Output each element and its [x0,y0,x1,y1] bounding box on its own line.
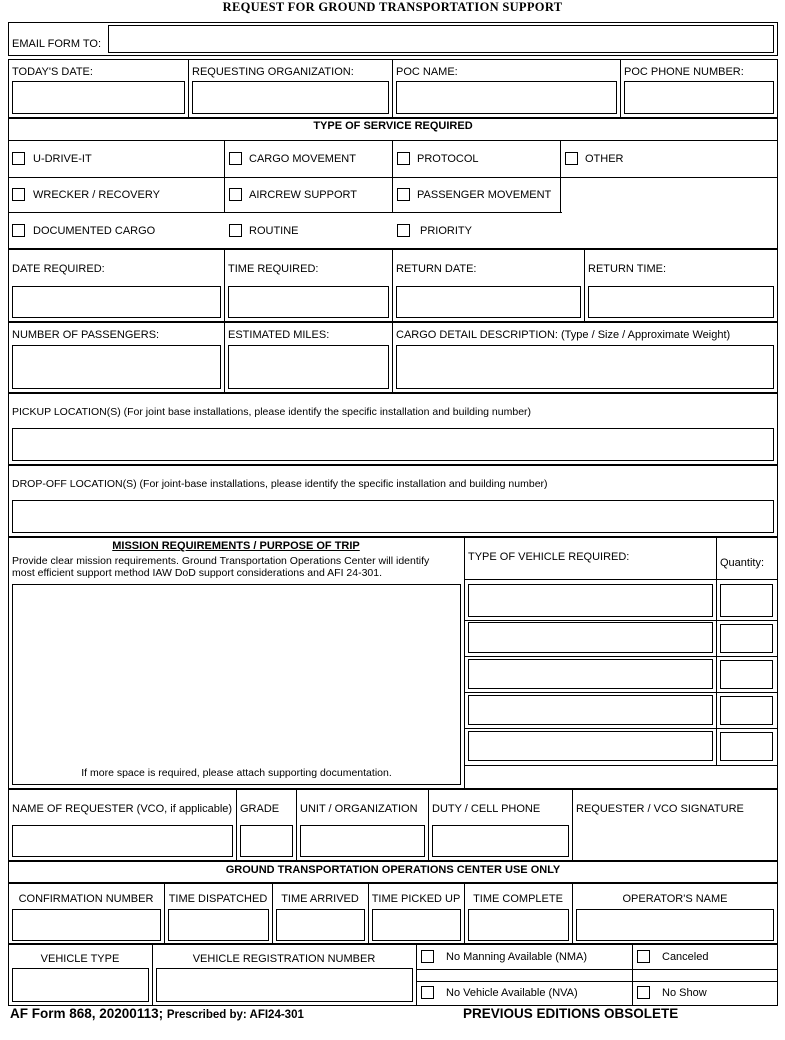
divider [8,177,778,178]
vehicle-type-gtoc-field[interactable] [12,968,149,1002]
complete-field[interactable] [468,909,569,941]
vehicle-type-gtoc-label: VEHICLE TYPE [40,953,120,965]
form-number: AF Form 868, 20200113; [10,1006,164,1021]
poc-phone-field[interactable] [624,81,774,114]
requesting-org-field[interactable] [192,81,389,114]
picked-up-label: TIME PICKED UP [371,893,461,905]
vehicle-type-field-4[interactable] [468,695,713,725]
time-required-field[interactable] [228,286,389,318]
duty-phone-label: DUTY / CELL PHONE [432,803,541,815]
duty-phone-field[interactable] [432,825,569,857]
quantity-field-4[interactable] [720,696,773,725]
protocol-label: PROTOCOL [417,153,479,165]
passengers-label: NUMBER OF PASSENGERS: [12,329,160,341]
operator-label: OPERATOR'S NAME [622,893,728,905]
passenger-movement-label: PASSENGER MOVEMENT [417,189,552,201]
wrecker-checkbox[interactable] [12,188,25,201]
divider [224,322,225,393]
aircrew-support-label: AIRCREW SUPPORT [249,189,357,201]
todays-date-label: TODAY'S DATE: [12,66,93,78]
passenger-movement-checkbox[interactable] [397,188,410,201]
vehicle-type-field-3[interactable] [468,659,713,689]
divider [224,140,225,213]
nva-checkbox[interactable] [421,986,434,999]
divider [416,981,778,982]
confirmation-field[interactable] [12,909,161,941]
nva-label: No Vehicle Available (NVA) [446,987,578,999]
date-required-label: DATE REQUIRED: [12,263,105,275]
wrecker-label: WRECKER / RECOVERY [33,189,160,201]
return-date-field[interactable] [396,286,581,318]
service-header: TYPE OF SERVICE REQUIRED [313,120,473,132]
priority-checkbox[interactable] [397,224,410,237]
other-label: OTHER [585,153,624,165]
nma-checkbox[interactable] [421,950,434,963]
divider [464,765,778,766]
routine-checkbox[interactable] [229,224,242,237]
divider [392,322,393,393]
divider [584,249,585,322]
poc-name-label: POC NAME: [396,66,458,78]
protocol-checkbox[interactable] [397,152,410,165]
divider [416,969,778,970]
return-date-label: RETURN DATE: [396,263,477,275]
picked-up-field[interactable] [372,909,461,941]
operator-field[interactable] [576,909,774,941]
divider [464,692,778,693]
cargo-detail-field[interactable] [396,345,774,389]
nma-label: No Manning Available (NMA) [446,951,588,963]
quantity-field-5[interactable] [720,732,773,761]
quantity-field-1[interactable] [720,584,773,617]
documented-cargo-checkbox[interactable] [12,224,25,237]
vehicle-type-field-1[interactable] [468,584,713,617]
prescribed-by: Prescribed by: AFI24-301 [166,1009,304,1021]
grade-field[interactable] [240,825,293,857]
divider [416,944,417,1006]
vehicle-type-field-5[interactable] [468,731,713,761]
return-time-label: RETURN TIME: [588,263,667,275]
arrived-label: TIME ARRIVED [281,893,359,905]
dropoff-label: DROP-OFF LOCATION(S) (For joint-base installations, please identify the specific installation and building number) [12,478,548,490]
canceled-label: Canceled [662,951,709,963]
vehicle-reg-field[interactable] [156,968,413,1002]
no-show-label: No Show [662,987,707,999]
divider [464,656,778,657]
poc-name-field[interactable] [396,81,617,114]
divider [392,249,393,322]
requester-name-field[interactable] [12,825,233,857]
cargo-movement-checkbox[interactable] [229,152,242,165]
requesting-org-label: REQUESTING ORGANIZATION: [192,66,354,78]
cargo-movement-label: CARGO MOVEMENT [249,153,356,165]
dispatched-label: TIME DISPATCHED [168,893,268,905]
quantity-field-3[interactable] [720,660,773,689]
divider [464,579,778,580]
divider [560,140,561,213]
time-required-label: TIME REQUIRED: [228,263,319,275]
pickup-label: PICKUP LOCATION(S) (For joint base installations, please identify the specific installation and building number) [12,406,532,418]
divider [428,789,429,861]
other-checkbox[interactable] [565,152,578,165]
email-field[interactable] [108,25,774,53]
divider [716,537,717,765]
routine-label: ROUTINE [249,225,299,237]
mission-instructions-2: most efficient support method IAW DoD support considerations and AFI 24-301. [12,567,383,579]
confirmation-label: CONFIRMATION NUMBER [18,893,154,905]
unit-label: UNIT / ORGANIZATION [300,803,418,815]
divider [464,537,465,789]
obsolete-notice: PREVIOUS EDITIONS OBSOLETE [463,1006,679,1021]
udriveit-checkbox[interactable] [12,152,25,165]
mission-note: If more space is required, please attach supporting documentation. [81,767,392,779]
dispatched-field[interactable] [168,909,269,941]
divider [464,620,778,621]
divider [296,789,297,861]
miles-field[interactable] [228,345,389,389]
return-time-field[interactable] [588,286,774,318]
grade-label: GRADE [240,803,280,815]
quantity-label: Quantity: [720,557,765,569]
udriveit-label: U-DRIVE-IT [33,153,92,165]
priority-label: PRIORITY [420,225,472,237]
divider [464,728,778,729]
cargo-detail-label: CARGO DETAIL DESCRIPTION: (Type / Size / Approximate Weight) [396,329,731,341]
documented-cargo-label: DOCUMENTED CARGO [33,225,156,237]
signature-label: REQUESTER / VCO SIGNATURE [576,803,744,815]
date-required-field[interactable] [12,286,221,318]
quantity-field-2[interactable] [720,624,773,653]
miles-label: ESTIMATED MILES: [228,329,330,341]
divider [8,140,778,141]
divider [620,59,621,118]
aircrew-support-checkbox[interactable] [229,188,242,201]
no-show-checkbox[interactable] [637,986,650,999]
email-label: EMAIL FORM TO: [12,38,102,50]
todays-date-field[interactable] [12,81,185,114]
divider [392,59,393,118]
canceled-checkbox[interactable] [637,950,650,963]
poc-phone-label: POC PHONE NUMBER: [624,66,744,78]
mission-instructions-1: Provide clear mission requirements. Ground Transportation Operations Center will identify [12,555,430,567]
requester-name-label: NAME OF REQUESTER (VCO, if applicable) [12,803,233,815]
divider [188,59,189,118]
mission-field[interactable] [12,584,461,785]
gtoc-header: GROUND TRANSPORTATION OPERATIONS CENTER USE ONLY [225,864,561,876]
vehicle-type-field-2[interactable] [468,622,713,653]
divider [392,140,393,213]
divider [632,944,633,1006]
complete-label: TIME COMPLETE [473,893,563,905]
divider [236,789,237,861]
divider [224,249,225,322]
form-title: REQUEST FOR GROUND TRANSPORTATION SUPPORT [222,0,563,14]
vehicle-type-label: TYPE OF VEHICLE REQUIRED: [468,551,630,563]
pickup-field[interactable] [12,428,774,461]
divider [572,789,573,861]
mission-header: MISSION REQUIREMENTS / PURPOSE OF TRIP [112,540,360,552]
unit-field[interactable] [300,825,425,857]
divider [8,212,562,213]
vehicle-reg-label: VEHICLE REGISTRATION NUMBER [192,953,376,965]
arrived-field[interactable] [276,909,365,941]
dropoff-field[interactable] [12,500,774,533]
passengers-field[interactable] [12,345,221,389]
form-id [10,1006,304,1021]
